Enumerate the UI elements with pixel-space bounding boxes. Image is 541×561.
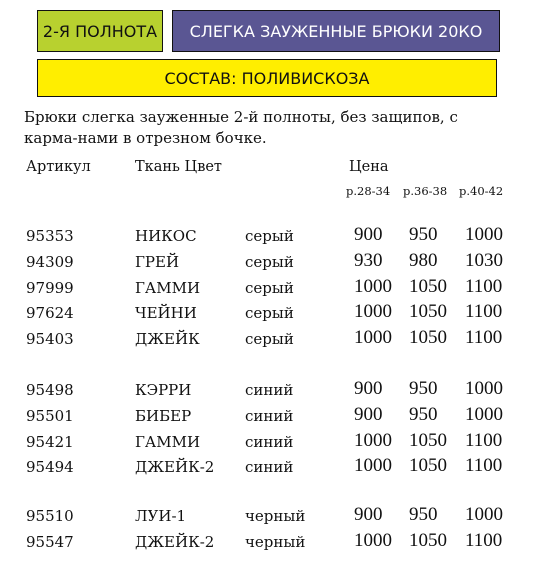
- table-row: [0, 378, 541, 404]
- article-number: 95510: [26, 507, 74, 525]
- price-size-1: 900: [354, 504, 383, 525]
- table-row: [0, 504, 541, 530]
- size-header-2: р.36-38: [403, 184, 448, 198]
- price-size-1: 1000: [354, 301, 392, 322]
- price-size-2: 1050: [409, 327, 447, 348]
- price-size-1: 900: [354, 378, 383, 399]
- price-size-2: 950: [409, 378, 438, 399]
- price-size-1: 1000: [354, 327, 392, 348]
- table-row: [0, 404, 541, 430]
- color-name: синий: [245, 407, 294, 425]
- price-size-1: 1000: [354, 530, 392, 551]
- color-name: черный: [245, 533, 306, 551]
- price-size-2: 950: [409, 404, 438, 425]
- price-size-3: 1000: [465, 504, 503, 525]
- price-size-2: 1050: [409, 276, 447, 297]
- size-header-1: р.28-34: [346, 184, 391, 198]
- table-row: [0, 327, 541, 353]
- price-size-3: 1100: [465, 455, 503, 476]
- size-header-3: р.40-42: [459, 184, 504, 198]
- color-name: синий: [245, 381, 294, 399]
- table-row: [0, 250, 541, 276]
- composition-banner: СОСТАВ: ПОЛИВИСКОЗА: [37, 59, 497, 97]
- article-number: 95421: [26, 433, 74, 451]
- column-header-article: Артикул: [26, 159, 91, 175]
- price-size-1: 930: [354, 250, 383, 271]
- article-number: 95501: [26, 407, 74, 425]
- fabric-name: ЧЕЙНИ: [135, 304, 197, 322]
- article-number: 95498: [26, 381, 74, 399]
- price-size-2: 950: [409, 504, 438, 525]
- color-name: серый: [245, 304, 294, 322]
- product-title-banner: СЛЕГКА ЗАУЖЕННЫЕ БРЮКИ 20КО: [172, 10, 500, 52]
- fabric-name: ЛУИ-1: [135, 507, 187, 525]
- article-number: 95494: [26, 458, 74, 476]
- column-header-price: Цена: [349, 159, 389, 175]
- article-number: 95547: [26, 533, 74, 551]
- price-size-3: 1100: [465, 327, 503, 348]
- price-size-3: 1100: [465, 430, 503, 451]
- price-size-1: 1000: [354, 276, 392, 297]
- price-size-2: 1050: [409, 301, 447, 322]
- fabric-name: ГРЕЙ: [135, 253, 180, 271]
- price-size-2: 1050: [409, 430, 447, 451]
- color-name: серый: [245, 279, 294, 297]
- article-number: 95403: [26, 330, 74, 348]
- price-size-1: 1000: [354, 455, 392, 476]
- fabric-name: ГАММИ: [135, 433, 201, 451]
- color-name: синий: [245, 458, 294, 476]
- table-row: [0, 455, 541, 481]
- product-description: Брюки слегка зауженные 2-й полноты, без защипов, с карма-нами в отрезном бочке.: [24, 108, 458, 147]
- price-size-3: 1000: [465, 378, 503, 399]
- fabric-name: ГАММИ: [135, 279, 201, 297]
- article-number: 97999: [26, 279, 74, 297]
- column-header-fabric-color: Ткань Цвет: [135, 159, 222, 175]
- table-row: [0, 430, 541, 456]
- article-number: 97624: [26, 304, 74, 322]
- color-name: серый: [245, 253, 294, 271]
- table-row: [0, 530, 541, 556]
- table-row: [0, 224, 541, 250]
- color-name: серый: [245, 330, 294, 348]
- price-size-3: 1100: [465, 301, 503, 322]
- article-number: 94309: [26, 253, 74, 271]
- fabric-name: НИКОС: [135, 227, 197, 245]
- color-name: черный: [245, 507, 306, 525]
- price-size-2: 1050: [409, 455, 447, 476]
- fit-badge: 2-Я ПОЛНОТА: [37, 10, 163, 52]
- table-row: [0, 301, 541, 327]
- price-size-3: 1100: [465, 530, 503, 551]
- price-size-3: 1000: [465, 224, 503, 245]
- price-size-1: 1000: [354, 430, 392, 451]
- color-name: синий: [245, 433, 294, 451]
- price-size-1: 900: [354, 404, 383, 425]
- price-size-2: 950: [409, 224, 438, 245]
- fabric-name: ДЖЕЙК: [135, 330, 200, 348]
- fabric-name: ДЖЕЙК-2: [135, 533, 215, 551]
- price-size-2: 1050: [409, 530, 447, 551]
- price-size-2: 980: [409, 250, 438, 271]
- price-size-3: 1030: [465, 250, 503, 271]
- article-number: 95353: [26, 227, 74, 245]
- color-name: серый: [245, 227, 294, 245]
- fabric-name: КЭРРИ: [135, 381, 192, 399]
- price-size-3: 1100: [465, 276, 503, 297]
- price-size-1: 900: [354, 224, 383, 245]
- table-row: [0, 276, 541, 302]
- price-size-3: 1000: [465, 404, 503, 425]
- fabric-name: БИБЕР: [135, 407, 192, 425]
- fabric-name: ДЖЕЙК-2: [135, 458, 215, 476]
